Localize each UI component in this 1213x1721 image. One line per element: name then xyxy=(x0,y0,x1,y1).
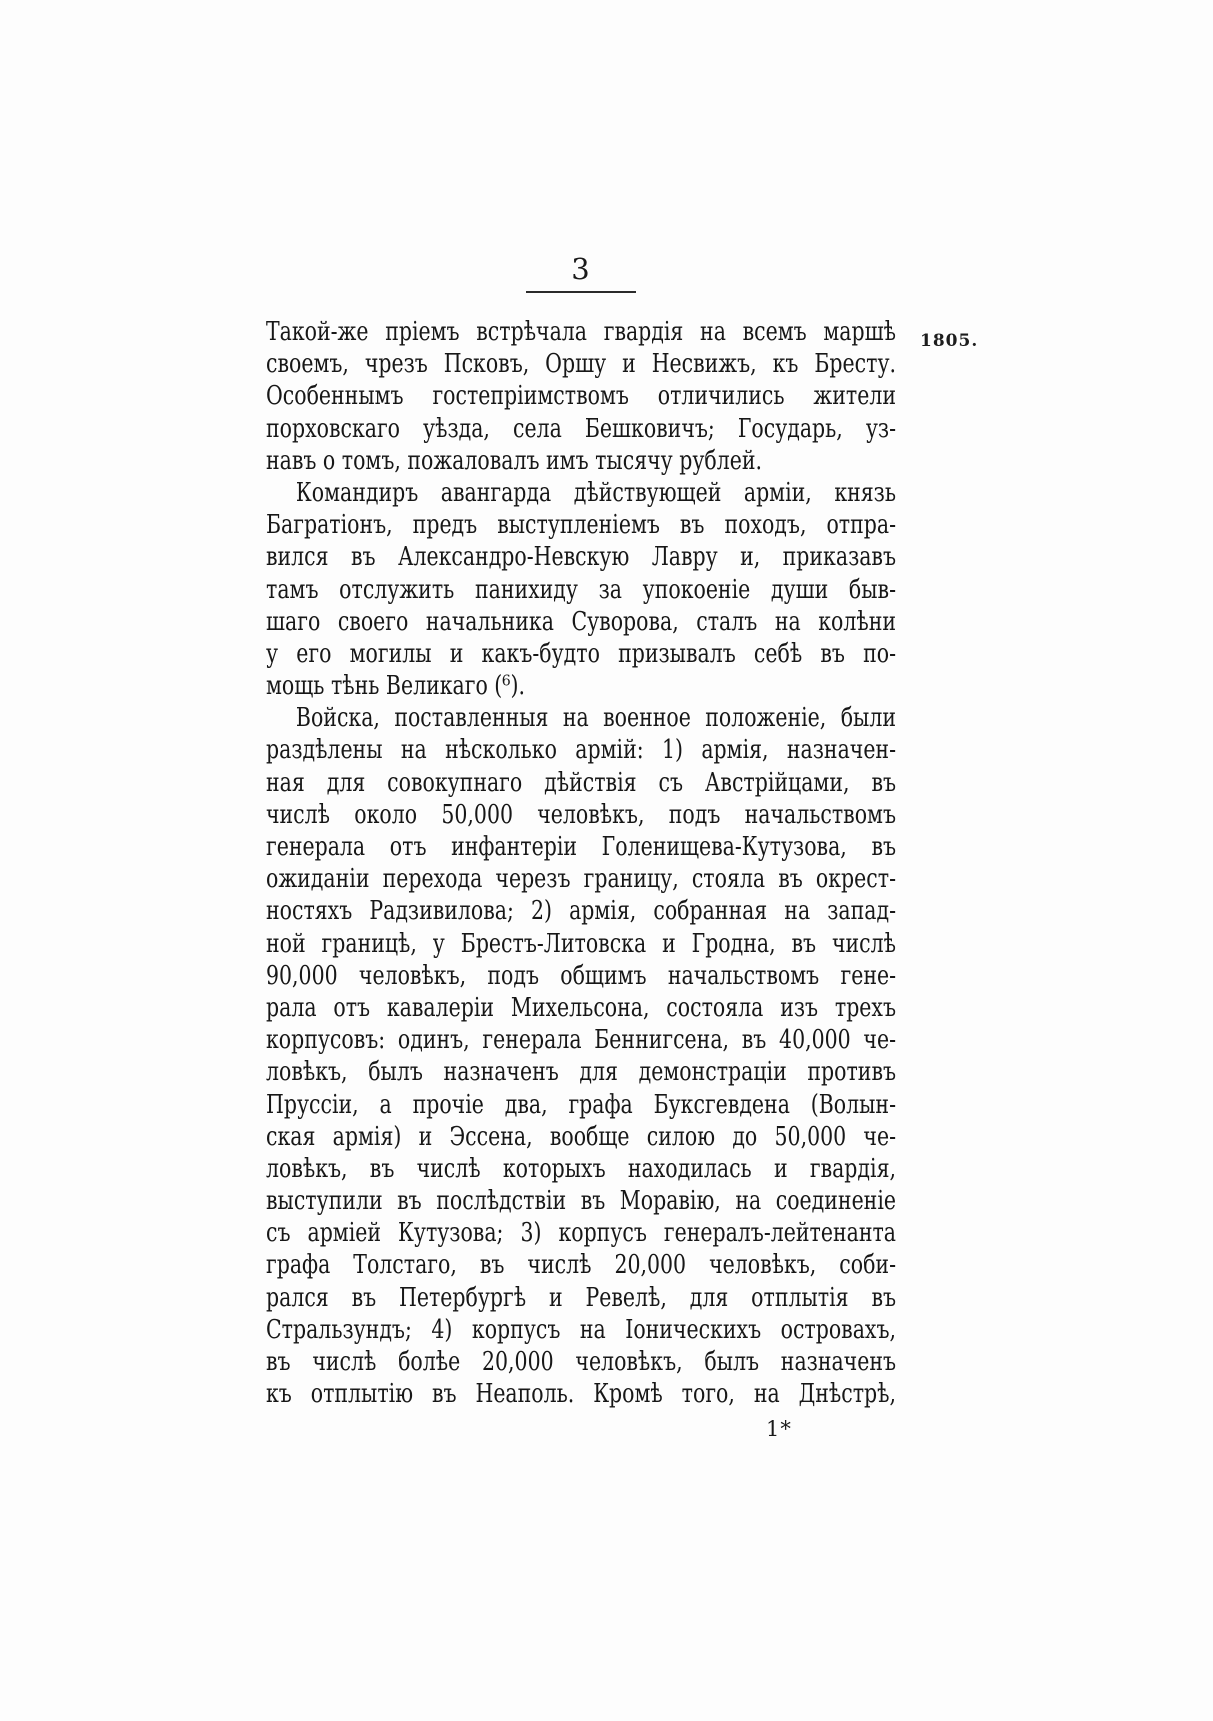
body-text xyxy=(266,316,896,1410)
text-line: ная для совокупнаго дѣйствія съ Австрійцами, въ xyxy=(266,767,896,798)
text-line: ной границѣ, у Брестъ-Литовска и Гродна, въ числѣ xyxy=(266,928,896,959)
text-line: тамъ отслужить панихиду за упокоеніе души быв- xyxy=(266,574,896,605)
text-line: вился въ Александро-Невскую Лавру и, приказавъ xyxy=(266,542,896,573)
text-line: навъ о томъ, пожаловалъ имъ тысячу рублей. xyxy=(266,445,762,476)
paragraph xyxy=(266,477,896,702)
text-line: Стральзундъ; 4) корпусъ на Іоническихъ островахъ, xyxy=(266,1314,896,1345)
text-line: 90,000 человѣкъ, подъ общимъ начальствомъ гене- xyxy=(266,960,896,991)
signature-mark: 1* xyxy=(766,1417,792,1441)
header-rule xyxy=(526,291,636,293)
page-number: 3 xyxy=(571,252,591,286)
text-line: шаго своего начальника Суворова, сталъ на колѣни xyxy=(266,606,896,637)
page-header xyxy=(266,252,896,293)
margin-year-note: 1805. xyxy=(920,331,979,351)
text-line: ская армія) и Эссена, вообще силою до 50,000 че- xyxy=(266,1121,896,1152)
text-line: раздѣлены на нѣсколько армій: 1) армія, назначен- xyxy=(266,735,896,766)
text-line: Такой-же пріемъ встрѣчала гвардія на всемъ маршѣ xyxy=(266,317,896,347)
text-line: корпусовъ: одинъ, генерала Беннигсена, въ 40,000 че- xyxy=(266,1025,896,1056)
text-line: выступили въ послѣдствіи въ Моравію, на соединеніе xyxy=(266,1186,896,1217)
text-line: ожиданіи перехода черезъ границу, стояла въ окрест- xyxy=(266,864,896,895)
text-line: порховскаго уѣзда, села Бешковичъ; Государь, уз- xyxy=(266,413,896,444)
text-line: Особеннымъ гостепріимствомъ отличились жители xyxy=(266,381,896,412)
text-line: генерала отъ инфантеріи Голенищева-Кутузова, въ xyxy=(266,832,896,862)
text-line: Багратіонъ, предъ выступленіемъ въ походъ, отпра- xyxy=(266,510,896,541)
text-line: ностяхъ Радзивилова; 2) армія, собранная на запад- xyxy=(266,896,896,927)
text-line: Войска, поставленныя на военное положеніе, были xyxy=(295,703,896,734)
text-line: у его могилы и какъ-будто призывалъ себѣ въ по- xyxy=(266,638,896,669)
text-line: Командиръ авангарда дѣйствующей арміи, князь xyxy=(295,477,896,508)
text-line: ловѣкъ, былъ назначенъ для демонстраціи противъ xyxy=(266,1057,896,1088)
text-line: графа Толстаго, въ числѣ 20,000 человѣкъ, соби- xyxy=(266,1250,896,1281)
text-line: мощь тѣнь Великаго (⁶). xyxy=(266,671,526,702)
text-line: числѣ около 50,000 человѣкъ, подъ начальствомъ xyxy=(266,799,896,830)
paragraph xyxy=(266,316,896,477)
text-line: въ числѣ болѣе 20,000 человѣкъ, былъ назначенъ xyxy=(266,1347,896,1377)
text-line: ловѣкъ, въ числѣ которыхъ находилась и гвардія, xyxy=(266,1153,896,1184)
text-line: своемъ, чрезъ Псковъ, Оршу и Несвижъ, къ Бресту. xyxy=(266,349,896,380)
text-line: съ арміей Кутузова; 3) корпусъ генералъ-лейтенанта xyxy=(266,1218,896,1249)
text-line: рался въ Петербургѣ и Ревелѣ, для отплытія въ xyxy=(266,1282,896,1313)
paragraph xyxy=(266,702,896,1410)
text-line: рала отъ кавалеріи Михельсона, состояла изъ трехъ xyxy=(266,992,896,1023)
text-line: къ отплытію въ Неаполь. Кромѣ того, на Днѣстрѣ, xyxy=(266,1379,896,1410)
text-line: Пруссіи, а прочіе два, графа Буксгевдена (Волын- xyxy=(266,1089,896,1120)
text-block xyxy=(266,316,896,1410)
